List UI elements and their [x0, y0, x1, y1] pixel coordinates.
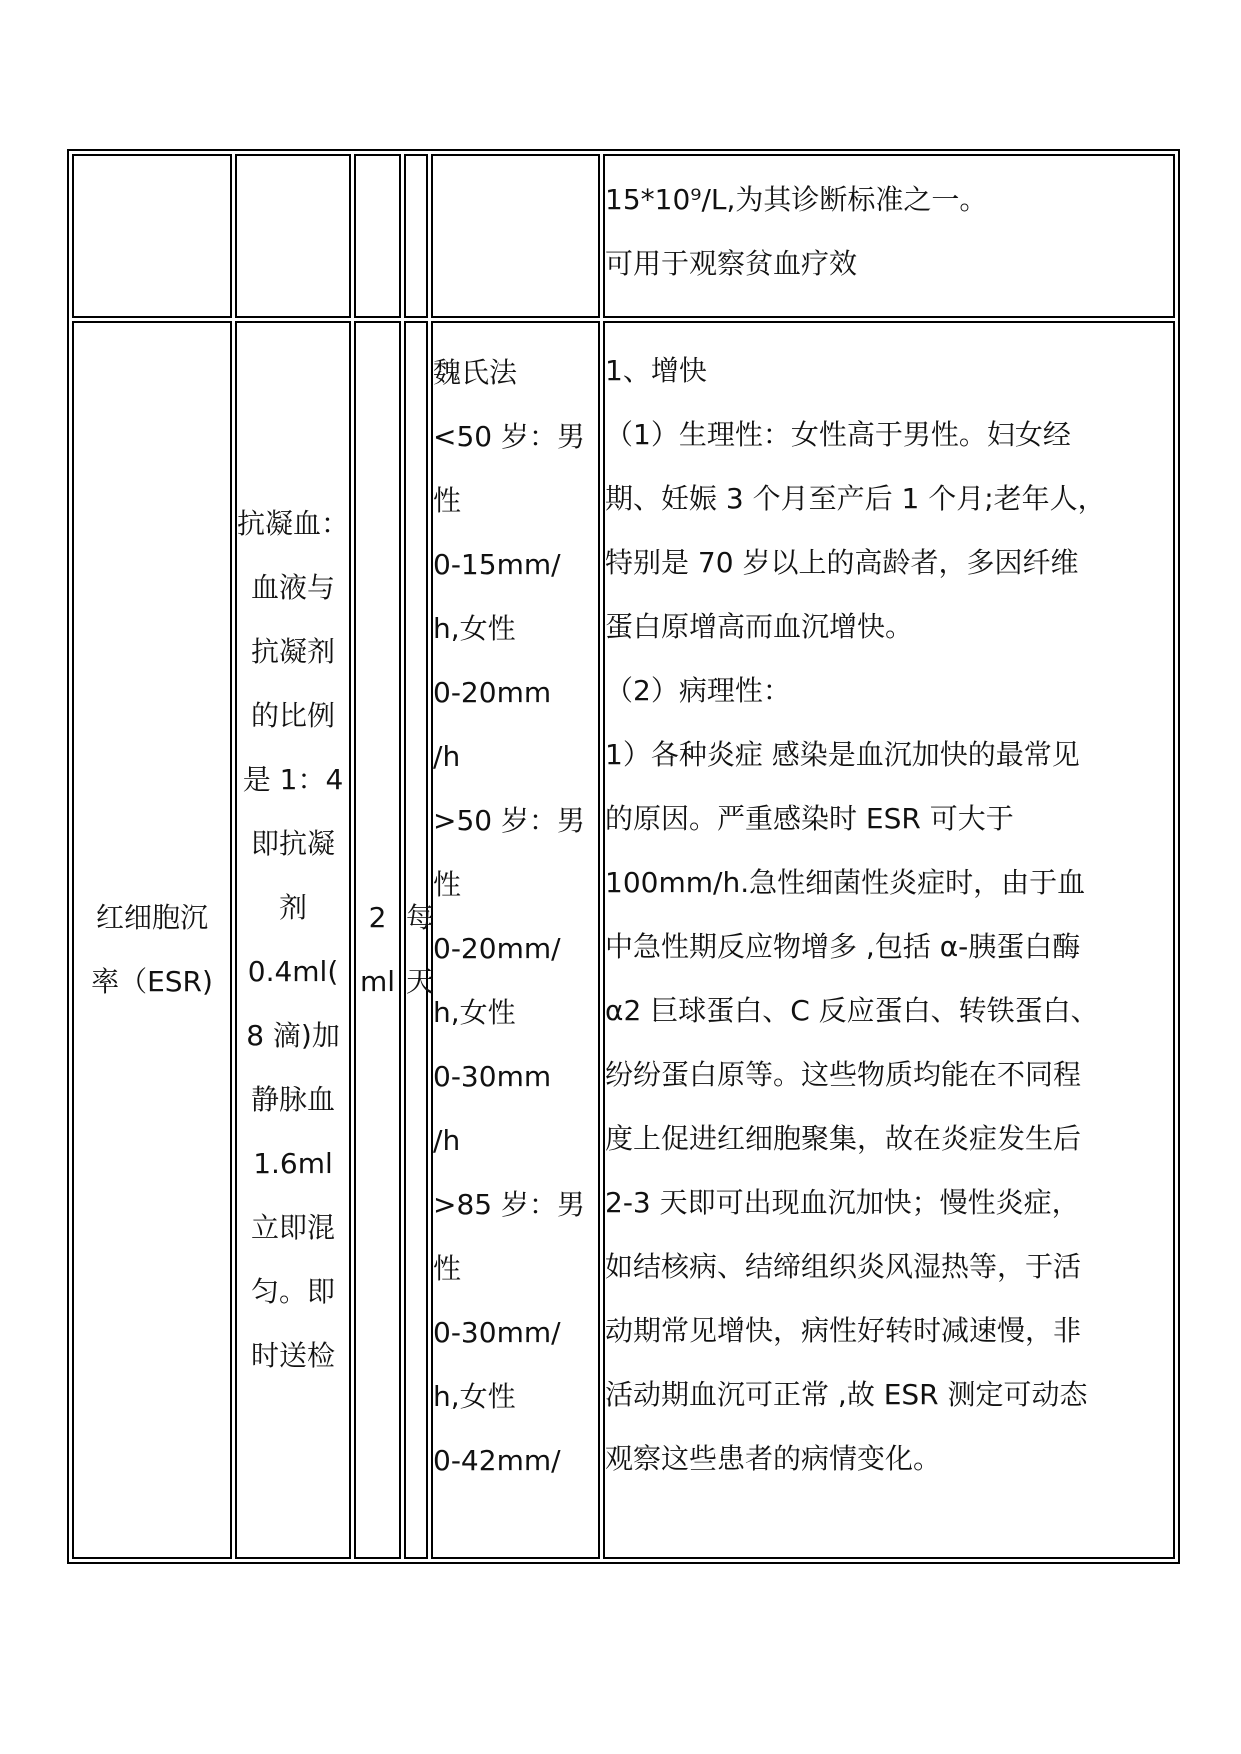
significance-line: 动期常见增快，病性好转时减速慢，非: [605, 1314, 1082, 1347]
reference-line: 0-30mm: [433, 1060, 552, 1093]
significance-line: 的原因。严重感染时 ESR 可大于: [605, 802, 1014, 835]
reference-line: /h: [433, 740, 461, 773]
significance-line: 2-3 天即可出现血沉加快；慢性炎症，: [605, 1186, 1080, 1219]
specimen-line: 抗凝血：: [237, 507, 350, 540]
specimen-line: 静脉血: [251, 1083, 336, 1116]
reference-range-cell: [431, 154, 600, 318]
reference-range-cell: [431, 321, 600, 1559]
specimen-line: 即抗凝: [251, 827, 336, 860]
significance-line: 1）各种炎症 感染是血沉加快的最常见: [605, 738, 1080, 771]
specimen-line: 是 1：4: [242, 763, 344, 796]
significance-line: 特别是 70 岁以上的高龄者，多因纤维: [605, 546, 1079, 579]
reference-line: <50 岁：男: [433, 420, 586, 453]
significance-line: 可用于观察贫血疗效: [605, 247, 858, 280]
volume-line: ml: [359, 965, 396, 998]
clinical-significance-cell: [603, 154, 1175, 318]
frequency-line: 天: [406, 965, 435, 998]
significance-line: α2 巨球蛋白、C 反应蛋白、转铁蛋白、: [605, 994, 1099, 1027]
specimen-line: 立即混: [251, 1211, 336, 1244]
significance-line: 如结核病、结缔组织炎风湿热等，于活: [605, 1250, 1082, 1283]
specimen-line: 时送检: [251, 1339, 336, 1372]
significance-line: 100mm/h.急性细菌性炎症时，由于血: [605, 866, 1086, 899]
lab-test-table: [67, 149, 1180, 1564]
specimen-line: 抗凝剂: [251, 635, 336, 668]
reference-line: 0-42mm/: [433, 1444, 561, 1477]
reference-line: h,女性: [433, 1380, 516, 1413]
reference-line: >85 岁：男: [433, 1188, 586, 1221]
reference-line: 魏氏法: [433, 356, 518, 389]
volume-cell: [354, 321, 401, 1559]
specimen-cell: [235, 154, 351, 318]
test-name-line: 红细胞沉: [95, 901, 208, 934]
specimen-line: 匀。即: [251, 1275, 336, 1308]
frequency-cell: [404, 321, 435, 1559]
reference-line: 0-20mm/: [433, 932, 561, 965]
significance-line: 期、妊娠 3 个月至产后 1 个月;老年人，: [605, 482, 1106, 515]
frequency-line: 每: [406, 901, 435, 934]
specimen-line: 的比例: [251, 699, 336, 732]
significance-line: 中急性期反应物增多 ,包括 α-胰蛋白酶: [605, 930, 1081, 963]
significance-line: 观察这些患者的病情变化。: [605, 1442, 942, 1475]
reference-line: h,女性: [433, 996, 516, 1029]
test-name-line: 率（ESR): [91, 965, 213, 998]
reference-line: 性: [433, 484, 462, 517]
significance-line: （1）生理性：女性高于男性。妇女经: [605, 418, 1071, 451]
specimen-line: 剂: [279, 891, 308, 924]
volume-line: 2: [368, 901, 387, 934]
table-row: [72, 321, 1175, 1559]
test-name-cell: [72, 321, 232, 1559]
significance-line: （2）病理性：: [605, 674, 791, 707]
significance-line: 15*10⁹/L,为其诊断标准之一。: [605, 183, 988, 216]
reference-line: 性: [433, 1252, 462, 1285]
reference-line: h,女性: [433, 612, 516, 645]
volume-cell: [354, 154, 401, 318]
specimen-line: 8 滴)加: [246, 1019, 340, 1052]
significance-line: 蛋白原增高而血沉增快。: [605, 610, 914, 643]
test-name-cell: [72, 154, 232, 318]
specimen-cell: [235, 321, 351, 1559]
reference-line: 0-15mm/: [433, 548, 561, 581]
significance-line: 活动期血沉可正常 ,故 ESR 测定可动态: [605, 1378, 1088, 1411]
specimen-line: 1.6ml: [253, 1147, 333, 1180]
significance-line: 度上促进红细胞聚集，故在炎症发生后: [605, 1122, 1082, 1155]
clinical-significance-cell: [603, 321, 1175, 1559]
reference-line: /h: [433, 1124, 461, 1157]
specimen-line: 0.4ml(: [247, 955, 339, 988]
reference-line: 性: [433, 868, 462, 901]
specimen-line: 血液与: [251, 571, 336, 604]
reference-line: 0-30mm/: [433, 1316, 561, 1349]
significance-line: 1、增快: [605, 354, 707, 387]
significance-line: 纷纷蛋白原等。这些物质均能在不同程: [605, 1058, 1082, 1091]
frequency-cell: [404, 154, 428, 318]
reference-line: >50 岁：男: [433, 804, 586, 837]
reference-line: 0-20mm: [433, 676, 552, 709]
table-row: [72, 154, 1175, 318]
